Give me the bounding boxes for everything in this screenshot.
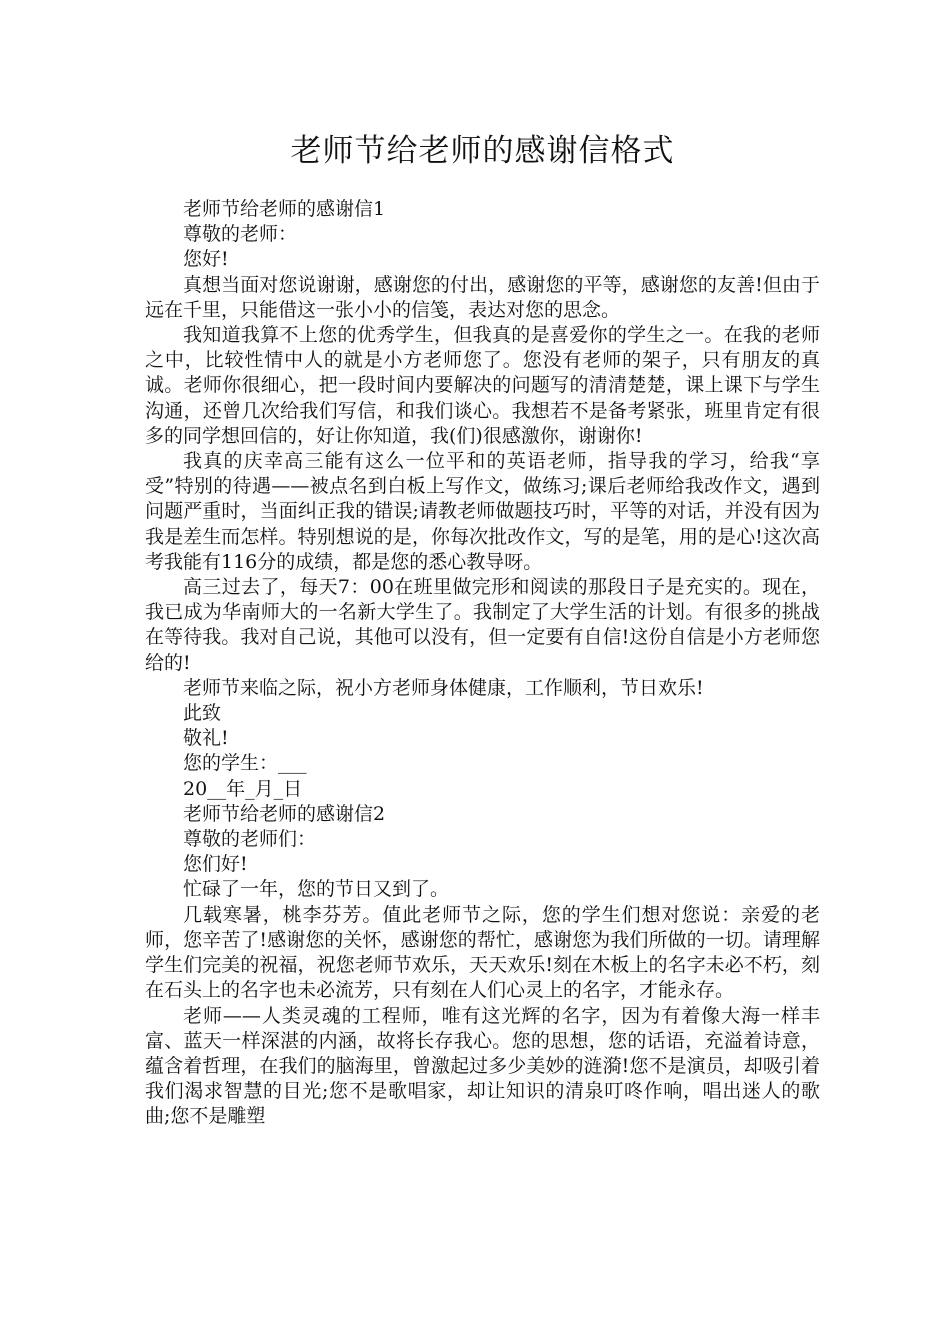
letter2-paragraph-2: 几载寒暑，桃李芬芳。值此老师节之际，您的学生们想对您说：亲爱的老师，您辛苦了!感谢您的关怀，感谢您的帮忙，感谢您为我们所做的一切。请理解学生们完美的祝福，祝您老师节欢乐，天天欢乐!刻在木板上的名字未必不朽，刻在石头上的名字也未必流芳，只有刻在人们心灵上的名字，才能永存。 <box>145 903 820 1002</box>
document-page <box>145 128 820 1130</box>
letter1-paragraph-1: 真想当面对您说谢谢，感谢您的付出，感谢您的平等，感谢您的友善!但由于远在千里，只能借这一张小小的信笺，表达对您的思念。 <box>145 273 820 321</box>
letter2-greeting: 您们好! <box>183 853 248 876</box>
letter1-salutation: 尊敬的老师： <box>183 223 298 246</box>
letter1-paragraph-2: 我知道我算不上您的优秀学生，但我真的是喜爱你的学生之一。在我的老师之中，比较性情中人的就是小方老师您了。您没有老师的架子，只有朋友的真诚。老师你很细心，把一段时间内要解决的问题写的清清楚楚，课上课下与学生沟通，还曾几次给我们写信，和我们谈心。我想若不是备考紧张，班里肯定有很多的同学想回信的，好让你知道，我(们)很感激你，谢谢你! <box>145 324 820 447</box>
document-title: 老师节给老师的感谢信格式 <box>290 133 675 169</box>
letter2-paragraph-1: 忙碌了一年，您的节日又到了。 <box>183 878 450 901</box>
letter1-heading: 老师节给老师的感谢信1 <box>183 198 386 220</box>
letter1-signature: 您的学生：___ <box>183 752 307 775</box>
letter2-paragraph-3: 老师——人类灵魂的工程师，唯有这光辉的名字，因为有着像大海一样丰富、蓝天一样深湛的内涵，故将长存我心。您的思想，您的话语，充溢着诗意，蕴含着哲理，在我们的脑海里，曾激起过多少美妙的涟漪!您不是演员，却吸引着我们渴求智慧的目光;您不是歌唱家，却让知识的清泉叮咚作响，唱出迷人的歌曲;您不是雕塑 <box>145 1004 820 1128</box>
letter1-paragraph-3: 我真的庆幸高三能有这么一位平和的英语老师，指导我的学习，给我“享受”特别的待遇——被点名到白板上写作文，做练习;课后老师给我改作文，遇到问题严重时，当面纠正我的错误;请教老师做题技巧时，平等的对话，并没有因为我是差生而怎样。特别想说的是，你每次批改作文，写的是笔，用的是心!这次高考我能有116分的成绩，都是您的悉心教导呀。 <box>145 450 820 573</box>
letter2-salutation: 尊敬的老师们： <box>183 828 317 851</box>
letter1-paragraph-4: 高三过去了，每天7：00在班里做完形和阅读的那段日子是充实的。现在，我已成为华南师大的一名新大学生了。我制定了大学生活的计划。有很多的挑战在等待我。我对自己说，其他可以没有，但一定要有自信!这份自信是小方老师您给的! <box>145 576 820 674</box>
letter1-closing-2: 敬礼! <box>183 727 229 750</box>
letter1-wishes: 老师节来临之际，祝小方老师身体健康，工作顺利，节日欢乐! <box>183 676 704 699</box>
letter1-greeting: 您好! <box>183 248 229 271</box>
letter2-heading: 老师节给老师的感谢信2 <box>183 802 386 825</box>
letter1-date: 20__年_月_日 <box>183 777 303 800</box>
letter1-closing-1: 此致 <box>183 702 222 725</box>
document-body <box>145 197 820 1130</box>
